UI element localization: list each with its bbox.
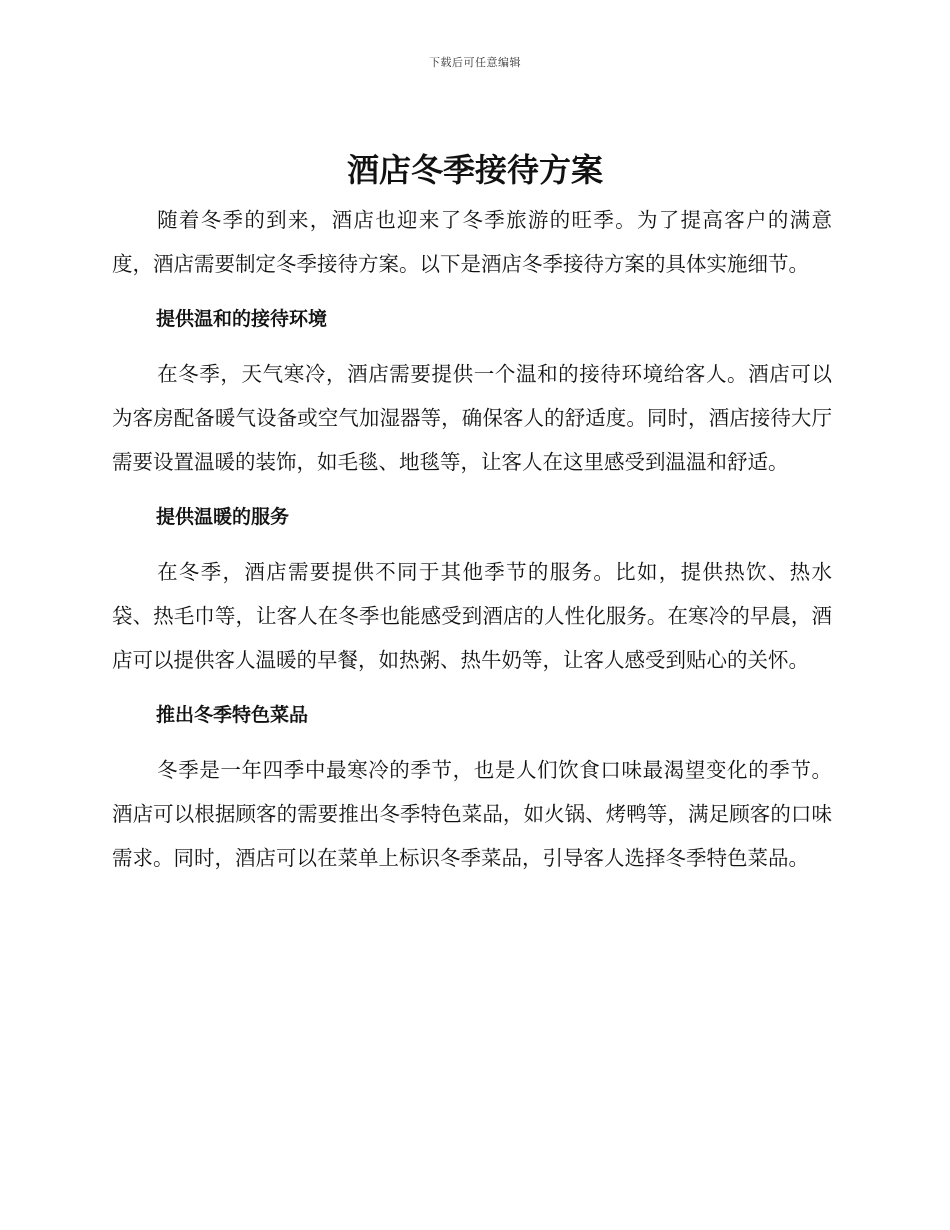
document-body <box>112 198 832 880</box>
header-note: 下载后可任意编辑 <box>429 56 521 69</box>
section-body-service: 在冬季，酒店需要提供不同于其他季节的服务。比如，提供热饮、热水袋、热毛巾等，让客人在冬季也能感受到酒店的人性化服务。在寒冷的早晨，酒店可以提供客人温暖的早餐，如热粥、热牛奶等，让客人感受到贴心的关怀。 <box>112 560 832 672</box>
intro-paragraph: 随着冬季的到来，酒店也迎来了冬季旅游的旺季。为了提高客户的满意度，酒店需要制定冬季接待方案。以下是酒店冬季接待方案的具体实施细节。 <box>112 208 832 276</box>
document-title: 酒店冬季接待方案 <box>346 151 603 189</box>
section-heading-service: 提供温暖的服务 <box>156 506 290 528</box>
section-body-dishes: 冬季是一年四季中最寒冷的季节，也是人们饮食口味最渴望变化的季节。酒店可以根据顾客的需要推出冬季特色菜品，如火锅、烤鸭等，满足顾客的口味需求。同时，酒店可以在菜单上标识冬季菜品，引导客人选择冬季特色菜品。 <box>112 758 832 870</box>
section-heading-dishes: 推出冬季特色菜品 <box>156 704 309 726</box>
section-body-environment: 在冬季，天气寒冷，酒店需要提供一个温和的接待环境给客人。酒店可以为客房配备暖气设备或空气加湿器等，确保客人的舒适度。同时，酒店接待大厅需要设置温暖的装饰，如毛毯、地毯等，让客人在这里感受到温温和舒适。 <box>112 362 832 474</box>
section-heading-environment: 提供温和的接待环境 <box>156 308 328 330</box>
